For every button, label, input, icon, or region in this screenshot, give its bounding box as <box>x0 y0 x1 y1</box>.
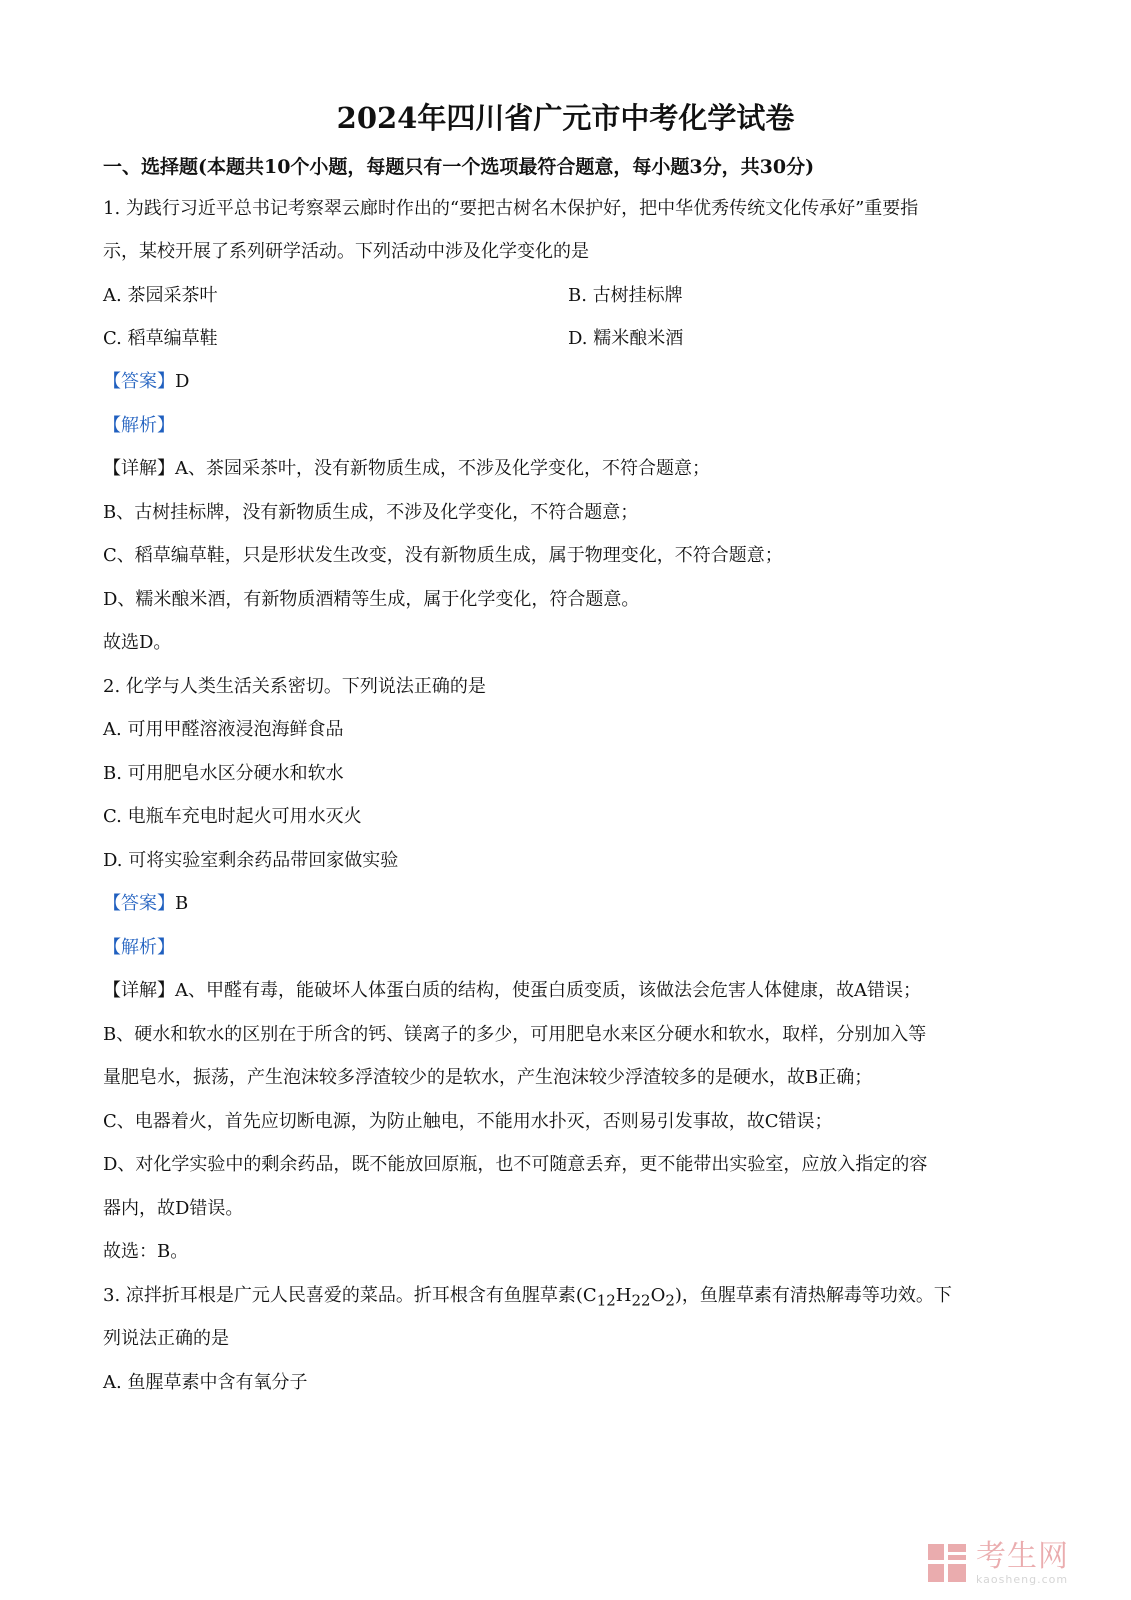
q1-analysis-tag <box>103 412 1043 440</box>
q1-detail-4: D、糯米酿米酒，有新物质酒精等生成，属于化学变化，符合题意。 <box>103 589 640 610</box>
answer-tag: 【答案】 <box>103 371 175 392</box>
q2-answer <box>103 890 1043 918</box>
q3-stem-line-1 <box>103 1282 1043 1315</box>
q2-detail-3: C、电器着火，首先应切断电源，为防止触电，不能用水扑灭，否则易引发事故，故C错误； <box>103 1111 833 1132</box>
q1-detail-2: B、古树挂标牌，没有新物质生成，不涉及化学变化，不符合题意； <box>103 502 639 523</box>
q2-detail-1 <box>103 977 1043 1005</box>
detail-text: A、茶园采茶叶，没有新物质生成，不涉及化学变化，不符合题意； <box>175 458 710 479</box>
detail-text: A、甲醛有毒，能破坏人体蛋白质的结构，使蛋白质变质，该做法会危害人体健康，故A错误； <box>175 980 921 1001</box>
q3-stem-post: )，鱼腥草素有清热解毒等功效。下 <box>674 1285 952 1306</box>
q2-option-c: C. 电瓶车充电时起火可用水灭火 <box>103 806 362 827</box>
answer-value: B <box>175 893 189 914</box>
watermark <box>926 1540 1106 1586</box>
subscript-c: 12 <box>596 1291 616 1310</box>
exam-title: 2024年四川省广元市中考化学试卷 <box>336 101 795 135</box>
q1-stem-line-1: 1. 为践行习近平总书记考察翠云廊时作出的“要把古树名木保护好，把中华优秀传统文化传承好”重要指 <box>103 198 919 219</box>
q2-stem: 2. 化学与人类生活关系密切。下列说法正确的是 <box>103 676 486 697</box>
q2-conclusion: 故选：B。 <box>103 1241 189 1262</box>
q3-stem-line-2: 列说法正确的是 <box>103 1328 229 1349</box>
element-o: O <box>650 1285 666 1306</box>
element-h: H <box>615 1285 632 1306</box>
q1-option-a: A. 茶园采茶叶 <box>103 285 218 306</box>
q2-option-d: D. 可将实验室剩余药品带回家做实验 <box>103 850 399 871</box>
q2-detail-2b: 量肥皂水，振荡，产生泡沫较多浮渣较少的是软水，产生泡沫较少浮渣较多的是硬水，故B正确； <box>103 1067 873 1088</box>
answer-value: D <box>175 371 190 392</box>
q1-conclusion: 故选D。 <box>103 632 172 653</box>
watermark-url: kaosheng.com <box>976 1572 1069 1586</box>
watermark-text <box>976 1538 1069 1586</box>
detail-tag: 【详解】 <box>103 458 175 479</box>
section-heading: 一、选择题(本题共10个小题，每题只有一个选项最符合题意，每小题3分，共30分) <box>103 156 815 178</box>
q2-analysis-tag <box>103 934 1043 962</box>
subscript-h: 22 <box>631 1291 651 1310</box>
q2-detail-4b: 器内，故D错误。 <box>103 1198 244 1219</box>
q1-detail-3: C、稻草编草鞋，只是形状发生改变，没有新物质生成，属于物理变化，不符合题意； <box>103 545 783 566</box>
detail-tag: 【详解】 <box>103 980 175 1001</box>
q2-option-a: A. 可用甲醛溶液浸泡海鲜食品 <box>103 719 344 740</box>
q3-option-a: A. 鱼腥草素中含有氧分子 <box>103 1372 308 1393</box>
q2-detail-4a: D、对化学实验中的剩余药品，既不能放回原瓶，也不可随意丢弃，更不能带出实验室，应放入指定的容 <box>103 1154 928 1175</box>
q1-option-c: C. 稻草编草鞋 <box>103 328 218 349</box>
q1-option-b: B. 古树挂标牌 <box>568 285 683 306</box>
q1-answer <box>103 368 1043 396</box>
q1-stem-line-2: 示，某校开展了系列研学活动。下列活动中涉及化学变化的是 <box>103 241 589 262</box>
q2-option-b: B. 可用肥皂水区分硬水和软水 <box>103 763 344 784</box>
answer-tag: 【答案】 <box>103 893 175 914</box>
q1-option-d: D. 糯米酿米酒 <box>568 328 684 349</box>
analysis-tag: 【解析】 <box>103 937 175 958</box>
watermark-brand: 考生网 <box>976 1538 1069 1574</box>
subscript-o: 2 <box>665 1291 675 1310</box>
q2-detail-2a: B、硬水和软水的区别在于所含的钙、镁离子的多少，可用肥皂水来区分硬水和软水，取样，分别加入等 <box>103 1024 927 1045</box>
analysis-tag: 【解析】 <box>103 415 175 436</box>
q1-detail-1 <box>103 455 1043 483</box>
q3-stem-pre: 3. 凉拌折耳根是广元人民喜爱的菜品。折耳根含有鱼腥草素(C <box>103 1285 597 1306</box>
watermark-logo-icon <box>926 1542 968 1584</box>
